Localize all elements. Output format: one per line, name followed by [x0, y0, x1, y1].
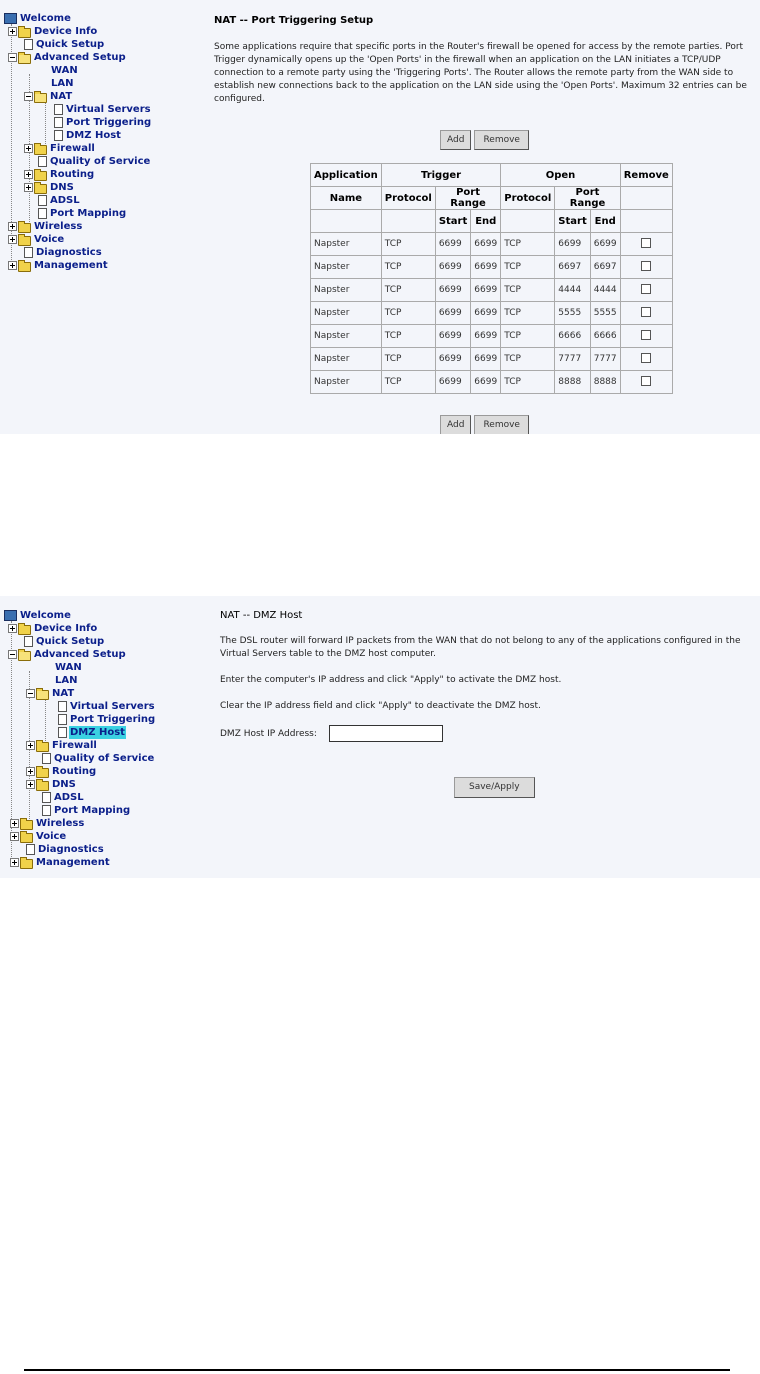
cell-t-end: 6699 — [471, 302, 501, 325]
expand-icon[interactable] — [24, 144, 33, 153]
cell-name: Napster — [311, 233, 382, 256]
header-trigger-protocol: Protocol — [381, 187, 435, 210]
page-title: NAT -- Port Triggering Setup — [214, 15, 374, 26]
document-icon — [24, 636, 33, 647]
cell-o-end: 8888 — [590, 371, 620, 394]
cell-remove — [620, 325, 672, 348]
cell-t-proto: TCP — [381, 325, 435, 348]
remove-checkbox[interactable] — [641, 376, 651, 386]
remove-checkbox[interactable] — [641, 330, 651, 340]
tree-item-routing[interactable]: Routing — [26, 765, 97, 778]
header-application: Application — [311, 164, 382, 187]
cell-remove — [620, 371, 672, 394]
expand-icon[interactable] — [8, 624, 17, 633]
document-icon — [54, 104, 63, 115]
cell-t-start: 6699 — [435, 256, 470, 279]
cell-o-start: 8888 — [555, 371, 590, 394]
tree-item-firewall[interactable]: Firewall — [26, 739, 98, 752]
cell-t-start: 6699 — [435, 371, 470, 394]
table-row — [311, 233, 673, 256]
dmz-host-panel — [0, 596, 760, 878]
header-open-protocol: Protocol — [501, 187, 555, 210]
cell-remove — [620, 233, 672, 256]
header-trigger-start: Start — [435, 210, 470, 233]
cell-t-start: 6699 — [435, 325, 470, 348]
document-icon — [58, 727, 67, 738]
cell-remove — [620, 256, 672, 279]
tree-item-diagnostics[interactable]: Diagnostics — [24, 246, 103, 259]
tree-item-wan[interactable]: WAN — [51, 65, 78, 76]
folder-icon — [18, 28, 31, 38]
document-icon — [58, 714, 67, 725]
cell-name: Napster — [311, 325, 382, 348]
cell-t-start: 6699 — [435, 348, 470, 371]
folder-icon — [20, 833, 33, 843]
save-button-row — [454, 774, 538, 798]
dmz-deactivate-instruction: Clear the IP address field and click "Apply" to deactivate the DMZ host. — [220, 701, 541, 711]
bottom-button-row — [440, 412, 532, 434]
dmz-activate-instruction: Enter the computer's IP address and click "Apply" to activate the DMZ host. — [220, 675, 562, 685]
tree-item-routing[interactable]: Routing — [24, 168, 95, 181]
cell-o-start: 6697 — [555, 256, 590, 279]
document-icon — [54, 117, 63, 128]
tree-item-wireless[interactable]: Wireless — [8, 220, 83, 233]
cell-t-proto: TCP — [381, 348, 435, 371]
document-icon — [24, 247, 33, 258]
collapse-icon[interactable] — [24, 92, 33, 101]
dmz-description: The DSL router will forward IP packets from the WAN that do not belong to any of the applications configured in the Virtual Servers table to the DMZ host computer. — [220, 636, 741, 659]
add-button[interactable]: Add — [440, 130, 471, 150]
computer-icon — [4, 610, 17, 621]
expand-icon[interactable] — [10, 858, 19, 867]
expand-icon[interactable] — [8, 261, 17, 270]
expand-icon[interactable] — [26, 741, 35, 750]
document-icon — [54, 130, 63, 141]
header-open-start: Start — [555, 210, 590, 233]
cell-remove — [620, 302, 672, 325]
expand-icon[interactable] — [26, 780, 35, 789]
expand-icon[interactable] — [26, 767, 35, 776]
dmz-ip-input[interactable] — [329, 725, 443, 742]
cell-t-proto: TCP — [381, 256, 435, 279]
tree-item-virtual-servers[interactable]: Virtual Servers — [54, 103, 152, 116]
cell-o-start: 7777 — [555, 348, 590, 371]
tree-item-wan[interactable]: WAN — [55, 662, 82, 673]
cell-o-proto: TCP — [501, 279, 555, 302]
top-button-row — [440, 127, 532, 150]
document-icon — [38, 156, 47, 167]
remove-checkbox[interactable] — [641, 284, 651, 294]
document-icon — [38, 208, 47, 219]
remove-checkbox[interactable] — [641, 238, 651, 248]
tree-item-lan[interactable]: LAN — [51, 78, 74, 89]
folder-icon — [34, 184, 47, 194]
save-apply-button[interactable]: Save/Apply — [454, 777, 535, 798]
tree-item-qos[interactable]: Quality of Service — [42, 752, 155, 765]
cell-name: Napster — [311, 371, 382, 394]
cell-name: Napster — [311, 256, 382, 279]
cell-t-end: 6699 — [471, 233, 501, 256]
tree-item-diagnostics[interactable]: Diagnostics — [26, 843, 105, 856]
folder-icon — [18, 236, 31, 246]
table-row — [311, 325, 673, 348]
tree-item-port-triggering[interactable]: Port Triggering — [58, 713, 156, 726]
tree-item-port-mapping[interactable]: Port Mapping — [42, 804, 131, 817]
collapse-icon[interactable] — [8, 53, 17, 62]
remove-checkbox[interactable] — [641, 353, 651, 363]
cell-o-end: 6699 — [590, 233, 620, 256]
cell-o-proto: TCP — [501, 302, 555, 325]
document-icon — [24, 39, 33, 50]
tree-item-device-info[interactable]: Device Info — [8, 25, 98, 38]
cell-o-end: 6697 — [590, 256, 620, 279]
header-open: Open — [501, 164, 620, 187]
tree-item-adsl[interactable]: ADSL — [42, 791, 85, 804]
tree-item-nat[interactable]: NAT — [26, 687, 75, 700]
cell-name: Napster — [311, 279, 382, 302]
cell-o-end: 7777 — [590, 348, 620, 371]
document-icon — [58, 701, 67, 712]
folder-icon — [18, 223, 31, 233]
document-icon — [42, 792, 51, 803]
add-button[interactable]: Add — [440, 415, 471, 434]
folder-open-icon — [18, 54, 31, 64]
table-row — [311, 302, 673, 325]
expand-icon[interactable] — [10, 832, 19, 841]
tree-item-dns[interactable]: DNS — [26, 778, 77, 791]
expand-icon[interactable] — [24, 170, 33, 179]
tree-item-management[interactable]: Management — [8, 259, 109, 272]
cell-o-proto: TCP — [501, 371, 555, 394]
tree-item-welcome[interactable]: Welcome — [4, 609, 72, 622]
header-trigger: Trigger — [381, 164, 500, 187]
cell-t-end: 6699 — [471, 279, 501, 302]
dmz-ip-label: DMZ Host IP Address: — [220, 729, 317, 739]
port-triggering-panel — [0, 0, 760, 434]
cell-t-end: 6699 — [471, 256, 501, 279]
folder-icon — [18, 625, 31, 635]
cell-t-end: 6699 — [471, 325, 501, 348]
tree-item-dmz-host[interactable]: DMZ Host — [54, 129, 122, 142]
cell-t-proto: TCP — [381, 371, 435, 394]
folder-open-icon — [18, 651, 31, 661]
cell-o-proto: TCP — [501, 325, 555, 348]
tree-item-qos[interactable]: Quality of Service — [38, 155, 151, 168]
cell-o-start: 6699 — [555, 233, 590, 256]
cell-o-start: 6666 — [555, 325, 590, 348]
header-remove: Remove — [620, 164, 672, 187]
expand-icon[interactable] — [8, 222, 17, 231]
collapse-icon[interactable] — [26, 689, 35, 698]
cell-o-proto: TCP — [501, 256, 555, 279]
tree-item-welcome[interactable]: Welcome — [4, 12, 72, 25]
table-row — [311, 256, 673, 279]
cell-o-proto: TCP — [501, 348, 555, 371]
cell-o-start: 5555 — [555, 302, 590, 325]
cell-t-end: 6699 — [471, 371, 501, 394]
table-row — [311, 371, 673, 394]
folder-icon — [36, 742, 49, 752]
port-trigger-table — [310, 163, 673, 394]
document-icon — [38, 195, 47, 206]
tree-item-quick-setup[interactable]: Quick Setup — [24, 635, 105, 648]
cell-remove — [620, 348, 672, 371]
expand-icon[interactable] — [8, 27, 17, 36]
tree-item-management[interactable]: Management — [10, 856, 111, 869]
tree-item-port-mapping[interactable]: Port Mapping — [38, 207, 127, 220]
cell-o-proto: TCP — [501, 233, 555, 256]
folder-icon — [36, 781, 49, 791]
tree-item-quick-setup[interactable]: Quick Setup — [24, 38, 105, 51]
folder-open-icon — [36, 690, 49, 700]
cell-t-start: 6699 — [435, 279, 470, 302]
header-open-port-range: Port Range — [555, 187, 620, 210]
page-description: Some applications require that specific ports in the Router's firewall be opened for access by the remote parties. Port Trigger dynamically opens up the 'Open Ports' in the firewall when an application on the LAN initiates a TCP/UDP connection to a remote party using the 'Triggering Ports'. The Router allows the remote party from the WAN side to establish new connections back to the application on the LAN side using the 'Open Ports'. Maximum 32 entries can be configured. — [214, 42, 747, 104]
cell-name: Napster — [311, 302, 382, 325]
table-row — [311, 348, 673, 371]
tree-item-nat[interactable]: NAT — [24, 90, 73, 103]
document-icon — [26, 844, 35, 855]
tree-item-dns[interactable]: DNS — [24, 181, 75, 194]
cell-t-start: 6699 — [435, 233, 470, 256]
header-name: Name — [311, 187, 382, 210]
expand-icon[interactable] — [8, 235, 17, 244]
tree-item-voice[interactable]: Voice — [8, 233, 65, 246]
cell-o-end: 5555 — [590, 302, 620, 325]
tree-item-virtual-servers[interactable]: Virtual Servers — [58, 700, 156, 713]
tree-item-advanced-setup[interactable]: Advanced Setup — [8, 51, 127, 64]
computer-icon — [4, 13, 17, 24]
tree-item-firewall[interactable]: Firewall — [24, 142, 96, 155]
header-trigger-end: End — [471, 210, 501, 233]
tree-item-adsl[interactable]: ADSL — [38, 194, 81, 207]
cell-t-end: 6699 — [471, 348, 501, 371]
page-divider — [24, 1369, 730, 1371]
cell-remove — [620, 279, 672, 302]
tree-item-advanced-setup[interactable]: Advanced Setup — [8, 648, 127, 661]
tree-item-port-triggering[interactable]: Port Triggering — [54, 116, 152, 129]
tree-item-lan[interactable]: LAN — [55, 675, 78, 686]
folder-icon — [20, 820, 33, 830]
folder-icon — [18, 262, 31, 272]
cell-t-proto: TCP — [381, 302, 435, 325]
tree-item-voice[interactable]: Voice — [10, 830, 67, 843]
folder-icon — [34, 171, 47, 181]
collapse-icon[interactable] — [8, 650, 17, 659]
cell-o-start: 4444 — [555, 279, 590, 302]
table-row — [311, 279, 673, 302]
remove-checkbox[interactable] — [641, 307, 651, 317]
document-icon — [42, 753, 51, 764]
tree-item-wireless[interactable]: Wireless — [10, 817, 85, 830]
tree-item-device-info[interactable]: Device Info — [8, 622, 98, 635]
cell-t-start: 6699 — [435, 302, 470, 325]
page-title: NAT -- DMZ Host — [220, 610, 303, 621]
document-icon — [42, 805, 51, 816]
folder-open-icon — [34, 93, 47, 103]
cell-t-proto: TCP — [381, 233, 435, 256]
remove-button[interactable]: Remove — [474, 130, 529, 150]
folder-icon — [36, 768, 49, 778]
remove-checkbox[interactable] — [641, 261, 651, 271]
cell-o-end: 4444 — [590, 279, 620, 302]
header-trigger-port-range: Port Range — [435, 187, 500, 210]
header-open-end: End — [590, 210, 620, 233]
remove-button[interactable]: Remove — [474, 415, 529, 434]
expand-icon[interactable] — [24, 183, 33, 192]
folder-icon — [20, 859, 33, 869]
cell-name: Napster — [311, 348, 382, 371]
cell-o-end: 6666 — [590, 325, 620, 348]
tree-item-dmz-host[interactable]: DMZ Host — [58, 726, 126, 739]
cell-t-proto: TCP — [381, 279, 435, 302]
folder-icon — [34, 145, 47, 155]
expand-icon[interactable] — [10, 819, 19, 828]
